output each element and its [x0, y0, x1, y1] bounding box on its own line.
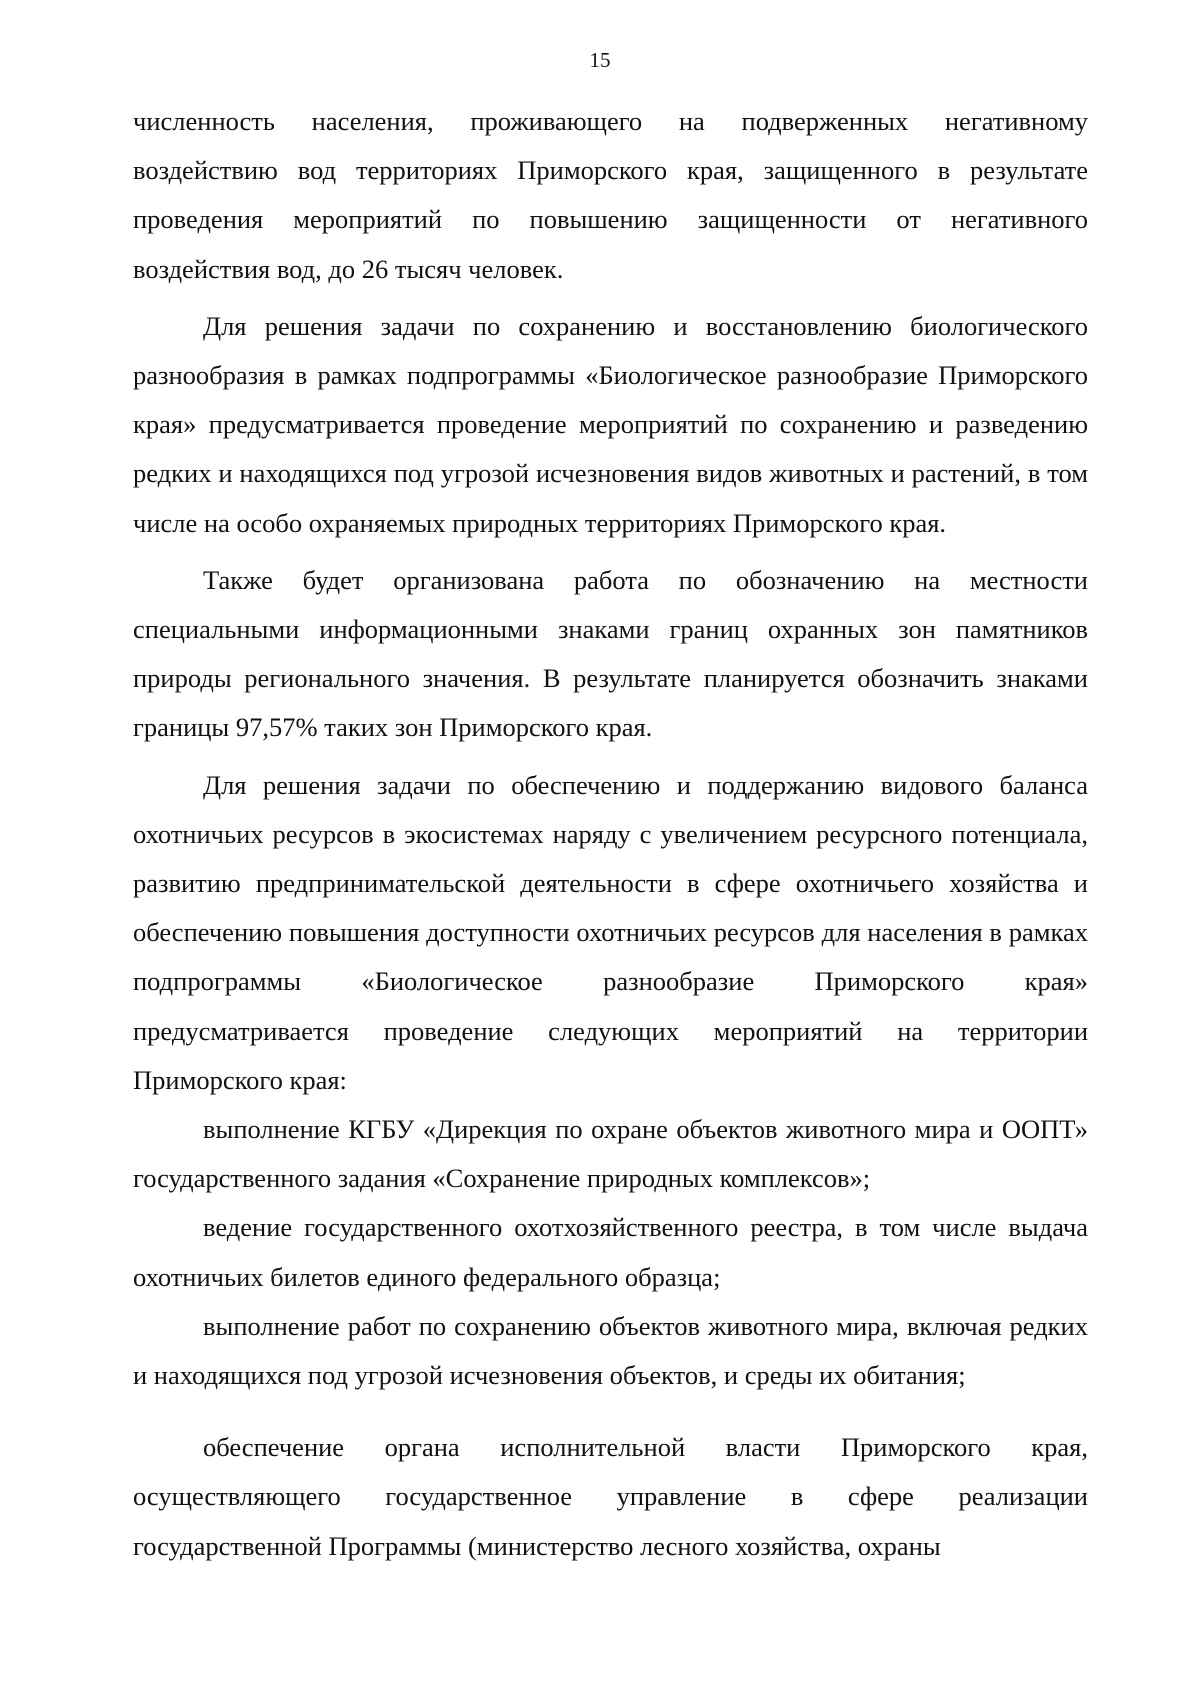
paragraph-protected-zones-signs: Также будет организована работа по обозначению на местности специальными информационными знаками границ охранных зон памятников природы регионального значения. В результате планируется обозначить знаками границы 97,57% таких зон Приморского края. — [133, 564, 1088, 743]
paragraph-hunting-resources-task: Для решения задачи по обеспечению и поддержанию видового баланса охотничьих ресурсов в экосистемах наряду с увеличением ресурсного потенциала, развитию предпринимательской деятельности в сфере охотничьего хозяйства и обеспечению повышения доступности охотничьих ресурсов для населения в рамках подпрограммы «Биологическое разнообразие Приморского края» предусматривается проведение следующих мероприятий на территории Приморского края: — [133, 769, 1088, 1095]
paragraph-population-protection: численность населения, проживающего на подверженных негативному воздействию вод территориях Приморского края, защищенного в результате проведения мероприятий по повышению защищенности от негативного воздействия вод, до 26 тысяч человек. — [133, 106, 1088, 284]
list-item-executive-authority: обеспечение органа исполнительной власти Приморского края, осуществляющего государственное управление в сфере реализации государственной Программы (министерство лесного хозяйства, охраны — [133, 1432, 1088, 1561]
paragraph-biodiversity-task: Для решения задачи по сохранению и восстановлению биологического разнообразия в рамках подпрограммы «Биологическое разнообразие Приморского края» предусматривается проведение мероприятий по сохранению и разведению редких и находящихся под угрозой исчезновения видов животных и растений, в том числе на особо охраняемых природных территориях Приморского края. — [133, 310, 1088, 538]
list-item-wildlife-preservation: выполнение работ по сохранению объектов животного мира, включая редких и находящихся под угрозой исчезновения объектов, и среды их обитания; — [133, 1310, 1088, 1391]
page-number: 15 — [589, 48, 611, 72]
list-item-hunting-registry: ведение государственного охотхозяйственного реестра, в том числе выдача охотничьих билетов единого федерального образца; — [133, 1212, 1088, 1292]
document-body — [133, 97, 1088, 1571]
list-item-kgbu-assignment: выполнение КГБУ «Дирекция по охране объектов животного мира и ООПТ» государственного задания «Сохранение природных комплексов»; — [133, 1114, 1088, 1194]
